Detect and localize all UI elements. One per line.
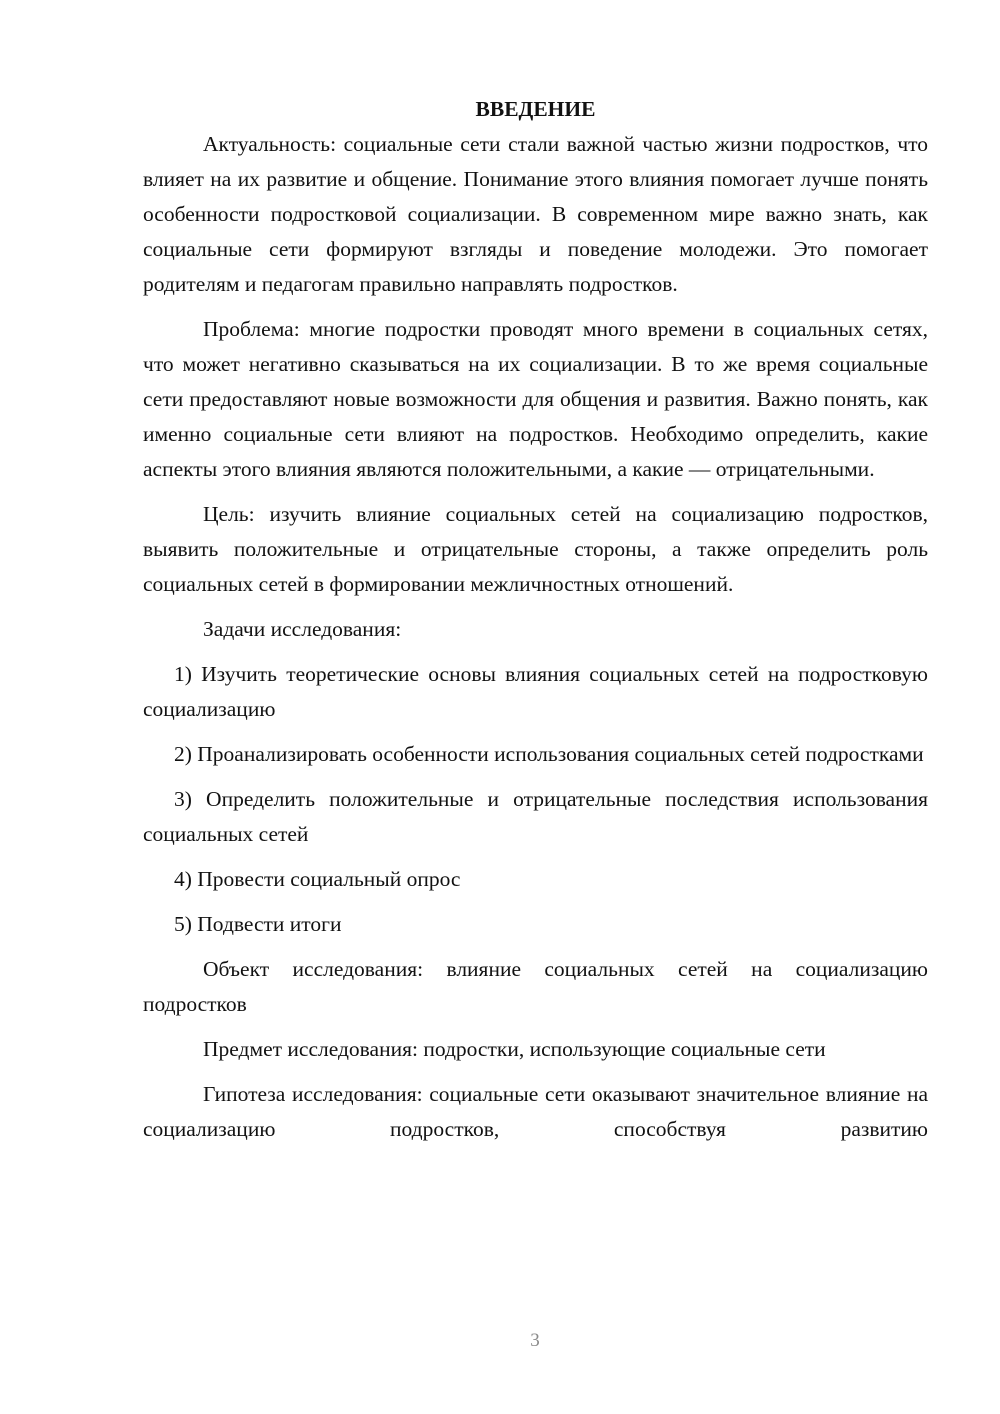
page-number: 3: [530, 1330, 540, 1351]
relevance-paragraph: Актуальность: социальные сети стали важной частью жизни подростков, что влияет на их развитие и общение. Понимание этого влияния помогает лучше понять особенности подростковой социализации. В современном мире важно знать, как социальные сети формируют взгляды и поведение молодежи. Это помогает родителям и педагогам правильно направлять подростков.: [143, 132, 928, 296]
subject-paragraph: Предмет исследования: подростки, использующие социальные сети: [203, 1037, 826, 1061]
problem-paragraph: Проблема: многие подростки проводят много времени в социальных сетях, что может негативно сказываться на их социализации. В то же время социальные сети предоставляют новые возможности для общения и развития. Важно понять, как именно социальные сети влияют на подростков. Необходимо определить, какие аспекты этого влияния являются положительными, а какие — отрицательными.: [143, 317, 928, 481]
section-heading: ВВЕДЕНИЕ: [475, 97, 596, 121]
task-item-5: 5) Подвести итоги: [174, 912, 342, 936]
tasks-intro: Задачи исследования:: [203, 617, 402, 641]
task-item-1: 1) Изучить теоретические основы влияния социальных сетей на подростковую социализацию: [143, 662, 928, 721]
object-paragraph: Объект исследования: влияние социальных сетей на социализацию подростков: [143, 957, 928, 1016]
task-item-4: 4) Провести социальный опрос: [174, 867, 461, 891]
task-item-3: 3) Определить положительные и отрицательные последствия использования социальных сетей: [143, 787, 928, 846]
hypothesis-paragraph: Гипотеза исследования: социальные сети оказывают значительное влияние на социализацию подростков, способствуя развитию: [143, 1082, 928, 1141]
goal-paragraph: Цель: изучить влияние социальных сетей на социализацию подростков, выявить положительные и отрицательные стороны, а также определить роль социальных сетей в формировании межличностных отношений.: [143, 502, 928, 596]
task-item-2: 2) Проанализировать особенности использования социальных сетей подростками: [174, 742, 924, 766]
page-content: [143, 92, 928, 1147]
